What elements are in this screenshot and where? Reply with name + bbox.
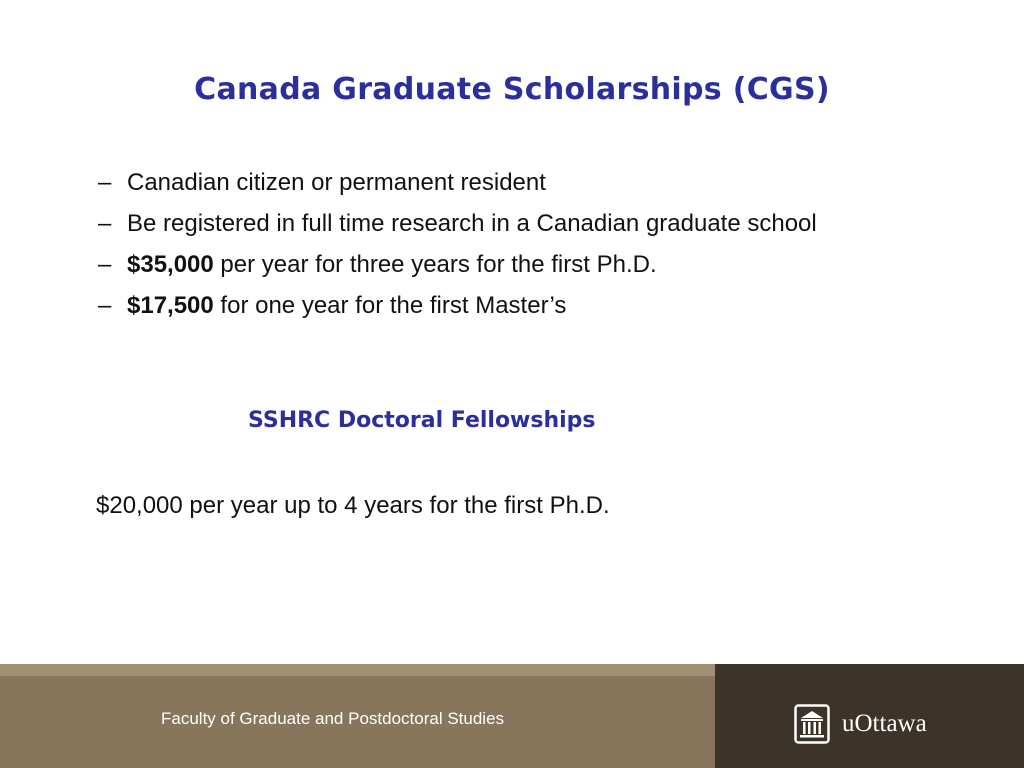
university-building-icon [794,704,830,744]
footer-label: Faculty of Graduate and Postdoctoral Studies [161,709,505,728]
uottawa-logo[interactable] [794,704,927,744]
bullet-list [98,162,998,326]
bullet-text: Be registered in full time research in a Canadian graduate school [127,210,817,237]
section-subheading: SSHRC Doctoral Fellowships [248,408,596,433]
bullet-item [98,162,998,203]
bullet-item [98,244,998,285]
bullet-item [98,285,998,326]
bullet-amount: $35,000 [127,251,214,278]
bullet-text: for one year for the first Master’s [213,292,567,319]
bullet-text: per year for three years for the first Ph.D. [213,251,657,278]
footer-right-panel [715,664,1024,768]
slide-title: Canada Graduate Scholarships (CGS) [194,72,830,107]
bullet-item [98,203,998,244]
body-text: $20,000 per year up to 4 years for the first Ph.D. [96,492,610,519]
bullet-amount: $17,500 [127,292,214,319]
bullet-dash: – [98,292,112,319]
bullet-dash: – [98,210,112,237]
bullet-dash: – [98,169,112,196]
bullet-dash: – [98,251,112,278]
logo-text: uOttawa [842,710,927,737]
bullet-text: Canadian citizen or permanent resident [127,169,546,196]
footer-left-panel [0,676,715,768]
